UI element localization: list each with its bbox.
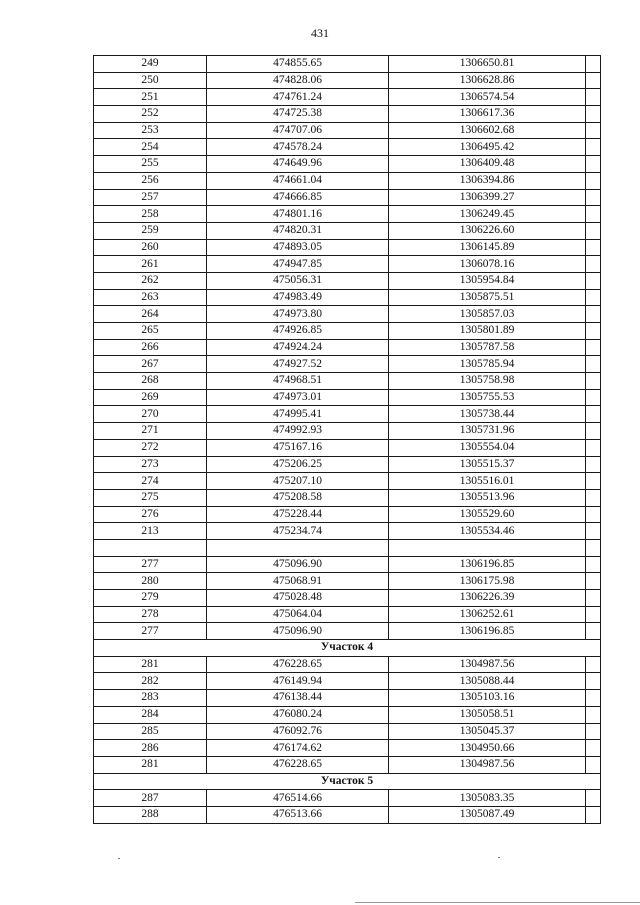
y-coordinate-cell: 1306495.42 (389, 139, 586, 156)
y-coordinate-cell: 1305787.58 (389, 339, 586, 356)
point-number-cell: 263 (94, 289, 207, 306)
point-number-cell: 250 (94, 72, 207, 89)
x-coordinate-cell: 476092.76 (207, 723, 389, 740)
table-row (94, 756, 601, 773)
empty-cell (586, 89, 601, 106)
table-row (94, 456, 601, 473)
point-number-cell: 268 (94, 373, 207, 390)
table-row (94, 289, 601, 306)
table-row (94, 272, 601, 289)
empty-cell (586, 690, 601, 707)
y-coordinate-cell: 1304987.56 (389, 656, 586, 673)
y-coordinate-cell: 1306628.86 (389, 72, 586, 89)
table-row (94, 356, 601, 373)
table-row (94, 373, 601, 390)
x-coordinate-cell: 474649.96 (207, 156, 389, 173)
x-coordinate-cell: 474973.80 (207, 306, 389, 323)
x-coordinate-cell: 474973.01 (207, 389, 389, 406)
empty-cell (586, 172, 601, 189)
y-coordinate-cell: 1306574.54 (389, 89, 586, 106)
point-number-cell: 283 (94, 690, 207, 707)
empty-cell (586, 523, 601, 540)
empty-cell (586, 373, 601, 390)
x-coordinate-cell: 475234.74 (207, 523, 389, 540)
point-number-cell: 272 (94, 439, 207, 456)
y-coordinate-cell: 1305088.44 (389, 673, 586, 690)
x-coordinate-cell: 474578.24 (207, 139, 389, 156)
x-coordinate-cell: 474947.85 (207, 256, 389, 273)
x-coordinate-cell: 476228.65 (207, 756, 389, 773)
point-number-cell: 270 (94, 406, 207, 423)
empty-cell (586, 423, 601, 440)
y-coordinate-cell: 1305534.46 (389, 523, 586, 540)
x-coordinate-cell: 474855.65 (207, 56, 389, 73)
table-row (94, 156, 601, 173)
y-coordinate-cell: 1305738.44 (389, 406, 586, 423)
y-coordinate-cell: 1305045.37 (389, 723, 586, 740)
y-coordinate-cell: 1306252.61 (389, 606, 586, 623)
x-coordinate-cell: 475068.91 (207, 573, 389, 590)
empty-cell (586, 623, 601, 640)
empty-cell (586, 323, 601, 340)
y-coordinate-cell: 1306196.85 (389, 556, 586, 573)
point-number-cell: 256 (94, 172, 207, 189)
table-row (94, 740, 601, 757)
x-coordinate-cell: 475064.04 (207, 606, 389, 623)
point-number-cell: 278 (94, 606, 207, 623)
empty-cell (586, 256, 601, 273)
table-row (94, 523, 601, 540)
point-number-cell: 279 (94, 590, 207, 607)
x-coordinate-cell: 476138.44 (207, 690, 389, 707)
x-coordinate-cell: 474995.41 (207, 406, 389, 423)
empty-cell (586, 206, 601, 223)
scan-speck (118, 858, 120, 859)
x-coordinate-cell: 476080.24 (207, 706, 389, 723)
y-coordinate-cell: 1306394.86 (389, 172, 586, 189)
y-coordinate-cell: 1305785.94 (389, 356, 586, 373)
table-row (94, 590, 601, 607)
y-coordinate-cell: 1305513.96 (389, 489, 586, 506)
section-title: Участок 5 (94, 773, 601, 790)
empty-cell (389, 539, 586, 556)
y-coordinate-cell: 1305058.51 (389, 706, 586, 723)
empty-cell (207, 539, 389, 556)
x-coordinate-cell: 475096.90 (207, 623, 389, 640)
scan-speck (498, 857, 500, 858)
y-coordinate-cell: 1305875.51 (389, 289, 586, 306)
y-coordinate-cell: 1305516.01 (389, 473, 586, 490)
point-number-cell: 251 (94, 89, 207, 106)
empty-cell (586, 289, 601, 306)
x-coordinate-cell: 474927.52 (207, 356, 389, 373)
empty-cell (586, 456, 601, 473)
y-coordinate-cell: 1304987.56 (389, 756, 586, 773)
scan-edge-line (355, 902, 640, 903)
empty-cell (586, 156, 601, 173)
table-row (94, 72, 601, 89)
point-number-cell: 252 (94, 106, 207, 123)
y-coordinate-cell: 1306226.39 (389, 590, 586, 607)
y-coordinate-cell: 1306617.36 (389, 106, 586, 123)
y-coordinate-cell: 1305515.37 (389, 456, 586, 473)
x-coordinate-cell: 475208.58 (207, 489, 389, 506)
x-coordinate-cell: 474820.31 (207, 222, 389, 239)
empty-cell (586, 473, 601, 490)
empty-cell (586, 606, 601, 623)
point-number-cell: 277 (94, 556, 207, 573)
empty-cell (586, 72, 601, 89)
table-row (94, 706, 601, 723)
point-number-cell: 264 (94, 306, 207, 323)
x-coordinate-cell: 475206.25 (207, 456, 389, 473)
y-coordinate-cell: 1304950.66 (389, 740, 586, 757)
y-coordinate-cell: 1306249.45 (389, 206, 586, 223)
x-coordinate-cell: 474924.24 (207, 339, 389, 356)
point-number-cell: 254 (94, 139, 207, 156)
table-row (94, 623, 601, 640)
x-coordinate-cell: 474968.51 (207, 373, 389, 390)
point-number-cell: 275 (94, 489, 207, 506)
x-coordinate-cell: 474828.06 (207, 72, 389, 89)
table-row (94, 239, 601, 256)
y-coordinate-cell: 1306175.98 (389, 573, 586, 590)
table-row (94, 339, 601, 356)
empty-cell (586, 439, 601, 456)
empty-cell (586, 723, 601, 740)
point-number-cell: 255 (94, 156, 207, 173)
table-row (94, 723, 601, 740)
empty-cell (586, 806, 601, 823)
empty-cell (586, 272, 601, 289)
x-coordinate-cell: 475028.48 (207, 590, 389, 607)
y-coordinate-cell: 1305731.96 (389, 423, 586, 440)
empty-cell (586, 56, 601, 73)
point-number-cell: 285 (94, 723, 207, 740)
y-coordinate-cell: 1306078.16 (389, 256, 586, 273)
empty-cell (586, 756, 601, 773)
empty-cell (586, 489, 601, 506)
x-coordinate-cell: 476149.94 (207, 673, 389, 690)
empty-cell (94, 539, 207, 556)
table-row (94, 423, 601, 440)
point-number-cell: 213 (94, 523, 207, 540)
x-coordinate-cell: 474666.85 (207, 189, 389, 206)
point-number-cell: 280 (94, 573, 207, 590)
table-row (94, 656, 601, 673)
empty-cell (586, 222, 601, 239)
table-row (94, 389, 601, 406)
table-row (94, 489, 601, 506)
point-number-cell: 281 (94, 656, 207, 673)
table-row (94, 106, 601, 123)
x-coordinate-cell: 476514.66 (207, 790, 389, 807)
table-row (94, 122, 601, 139)
x-coordinate-cell: 474992.93 (207, 423, 389, 440)
table-row (94, 506, 601, 523)
point-number-cell: 282 (94, 673, 207, 690)
table-row (94, 139, 601, 156)
x-coordinate-cell: 476513.66 (207, 806, 389, 823)
point-number-cell: 273 (94, 456, 207, 473)
section-header-row (94, 640, 601, 657)
empty-cell (586, 239, 601, 256)
point-number-cell: 287 (94, 790, 207, 807)
point-number-cell: 260 (94, 239, 207, 256)
point-number-cell: 253 (94, 122, 207, 139)
y-coordinate-cell: 1305083.35 (389, 790, 586, 807)
page-number: 431 (311, 26, 329, 40)
x-coordinate-cell: 474983.49 (207, 289, 389, 306)
blank-row (94, 539, 601, 556)
y-coordinate-cell: 1306602.68 (389, 122, 586, 139)
empty-cell (586, 706, 601, 723)
coordinates-table (93, 55, 601, 824)
point-number-cell: 277 (94, 623, 207, 640)
empty-cell (586, 139, 601, 156)
empty-cell (586, 189, 601, 206)
table-row (94, 556, 601, 573)
empty-cell (586, 122, 601, 139)
x-coordinate-cell: 475207.10 (207, 473, 389, 490)
x-coordinate-cell: 474926.85 (207, 323, 389, 340)
empty-cell (586, 306, 601, 323)
empty-cell (586, 506, 601, 523)
point-number-cell: 266 (94, 339, 207, 356)
x-coordinate-cell: 474707.06 (207, 122, 389, 139)
point-number-cell: 274 (94, 473, 207, 490)
x-coordinate-cell: 474725.38 (207, 106, 389, 123)
table-row (94, 406, 601, 423)
y-coordinate-cell: 1305801.89 (389, 323, 586, 340)
table-row (94, 439, 601, 456)
point-number-cell: 286 (94, 740, 207, 757)
table-row (94, 806, 601, 823)
table-row (94, 89, 601, 106)
x-coordinate-cell: 474801.16 (207, 206, 389, 223)
empty-cell (586, 556, 601, 573)
table-row (94, 606, 601, 623)
empty-cell (586, 539, 601, 556)
table-row (94, 172, 601, 189)
empty-cell (586, 573, 601, 590)
empty-cell (586, 590, 601, 607)
empty-cell (586, 673, 601, 690)
point-number-cell: 271 (94, 423, 207, 440)
point-number-cell: 262 (94, 272, 207, 289)
table-row (94, 790, 601, 807)
point-number-cell: 269 (94, 389, 207, 406)
table-row (94, 189, 601, 206)
y-coordinate-cell: 1306196.85 (389, 623, 586, 640)
table-row (94, 690, 601, 707)
table-row (94, 306, 601, 323)
empty-cell (586, 389, 601, 406)
section-title: Участок 4 (94, 640, 601, 657)
y-coordinate-cell: 1306409.48 (389, 156, 586, 173)
x-coordinate-cell: 474893.05 (207, 239, 389, 256)
point-number-cell: 257 (94, 189, 207, 206)
y-coordinate-cell: 1306226.60 (389, 222, 586, 239)
x-coordinate-cell: 475056.31 (207, 272, 389, 289)
empty-cell (586, 656, 601, 673)
y-coordinate-cell: 1305857.03 (389, 306, 586, 323)
point-number-cell: 267 (94, 356, 207, 373)
empty-cell (586, 740, 601, 757)
table-row (94, 323, 601, 340)
x-coordinate-cell: 474661.04 (207, 172, 389, 189)
x-coordinate-cell: 474761.24 (207, 89, 389, 106)
empty-cell (586, 790, 601, 807)
point-number-cell: 249 (94, 56, 207, 73)
point-number-cell: 258 (94, 206, 207, 223)
x-coordinate-cell: 476174.62 (207, 740, 389, 757)
x-coordinate-cell: 475096.90 (207, 556, 389, 573)
section-header-row (94, 773, 601, 790)
x-coordinate-cell: 476228.65 (207, 656, 389, 673)
y-coordinate-cell: 1306145.89 (389, 239, 586, 256)
table-row (94, 256, 601, 273)
table-row (94, 573, 601, 590)
y-coordinate-cell: 1305087.49 (389, 806, 586, 823)
point-number-cell: 284 (94, 706, 207, 723)
x-coordinate-cell: 475167.16 (207, 439, 389, 456)
point-number-cell: 281 (94, 756, 207, 773)
empty-cell (586, 106, 601, 123)
y-coordinate-cell: 1305554.04 (389, 439, 586, 456)
x-coordinate-cell: 475228.44 (207, 506, 389, 523)
y-coordinate-cell: 1306399.27 (389, 189, 586, 206)
y-coordinate-cell: 1305755.53 (389, 389, 586, 406)
y-coordinate-cell: 1305758.98 (389, 373, 586, 390)
point-number-cell: 265 (94, 323, 207, 340)
table-row (94, 673, 601, 690)
point-number-cell: 261 (94, 256, 207, 273)
table-row (94, 56, 601, 73)
empty-cell (586, 356, 601, 373)
point-number-cell: 276 (94, 506, 207, 523)
table-row (94, 222, 601, 239)
empty-cell (586, 406, 601, 423)
point-number-cell: 288 (94, 806, 207, 823)
table-row (94, 473, 601, 490)
empty-cell (586, 339, 601, 356)
coordinates-table-body (94, 56, 601, 824)
y-coordinate-cell: 1306650.81 (389, 56, 586, 73)
y-coordinate-cell: 1305529.60 (389, 506, 586, 523)
y-coordinate-cell: 1305954.84 (389, 272, 586, 289)
y-coordinate-cell: 1305103.16 (389, 690, 586, 707)
table-row (94, 206, 601, 223)
point-number-cell: 259 (94, 222, 207, 239)
